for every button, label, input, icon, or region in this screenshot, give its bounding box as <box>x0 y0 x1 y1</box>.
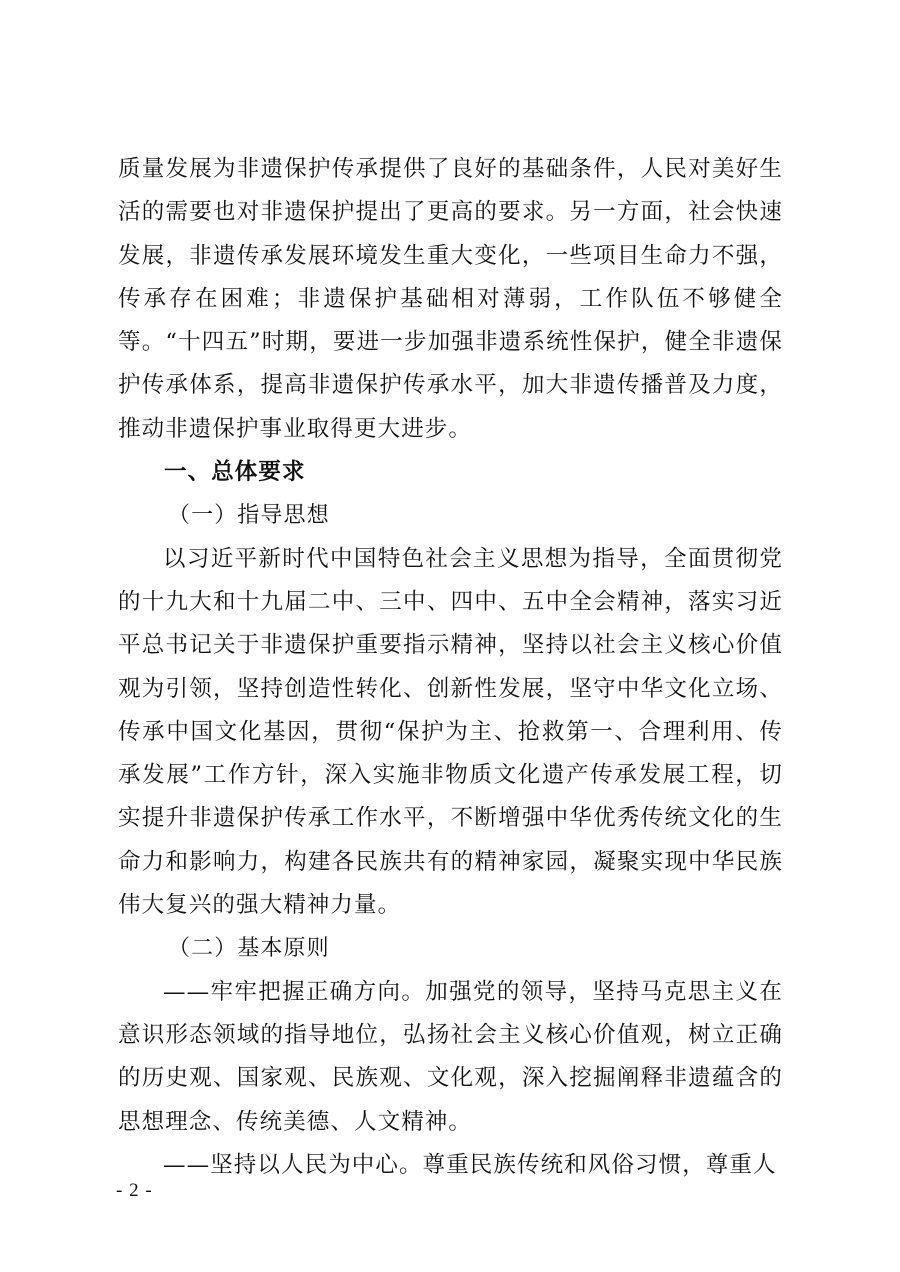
paragraph-continued: 质量发展为非遗保护传承提供了良好的基础条件，人民对美好生活的需要也对非遗保护提出了更高的要求。另一方面，社会快速发展，非遗传承发展环境发生重大变化，一些项目生命力不强，传承存在困难；非遗保护基础相对薄弱，工作队伍不够健全等。“十四五”时期，要进一步加强非遗系统性保护，健全非遗保护传承体系，提高非遗保护传承水平，加大非遗传播普及力度，推动非遗保护事业取得更大进步。 <box>118 156 783 442</box>
document-body <box>118 148 783 1187</box>
subsection-heading-guiding-ideology: （一）指导思想 <box>168 503 330 529</box>
subsection-heading-basic-principles: （二）基本原则 <box>168 936 330 962</box>
section-heading-general-requirements: 一、总体要求 <box>164 459 306 486</box>
paragraph-principle-direction: ——牢牢把握正确方向。加强党的领导，坚持马克思主义在意识形态领域的指导地位，弘扬社会主义核心价值观，树立正确的历史观、国家观、民族观、文化观，深入挖掘阐释非遗蕴含的思想理念、传统美德、人文精神。 <box>118 978 783 1135</box>
page-number: - 2 - <box>116 1180 153 1201</box>
paragraph-principle-people-centered: ——坚持以人民为中心。尊重民族传统和风俗习惯，尊重人 <box>163 1151 777 1178</box>
paragraph-guiding-ideology: 以习近平新时代中国特色社会主义思想为指导，全面贯彻党的十九大和十九届二中、三中、四中、五中全会精神，落实习近平总书记关于非遗保护重要指示精神，坚持以社会主义核心价值观为引领，坚持创造性转化、创新性发展，坚守中华文化立场、传承中国文化基因，贯彻“保护为主、抢救第一、合理利用、传承发展”工作方针，深入实施非物质文化遗产传承发展工程，切实提升非遗保护传承工作水平，不断增强中华优秀传统文化的生命力和影响力，构建各民族共有的精神家园，凝聚实现中华民族伟大复兴的强大精神力量。 <box>118 545 783 919</box>
